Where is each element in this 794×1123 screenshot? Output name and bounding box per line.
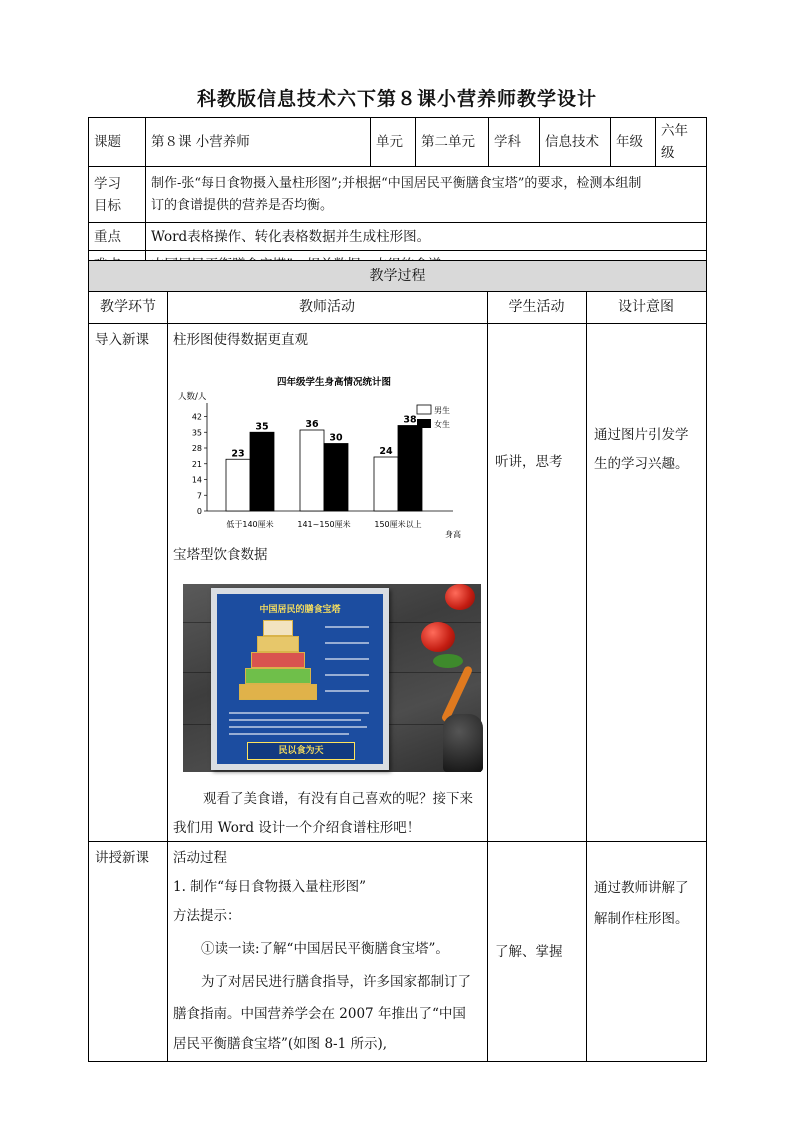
lesson-value: 第８课 小营养师 <box>146 118 371 167</box>
x-category-label: 141~150厘米 <box>297 520 351 529</box>
lesson-line-2: 1. 制作“每日食物摄入量柱形图” <box>173 879 366 895</box>
process-band-header: 教学过程 <box>89 260 706 292</box>
lesson-line-7: 居民平衡膳食宝塔”(如图 8-1 所示), <box>173 1036 388 1052</box>
col-header-intent: 设计意图 <box>618 299 674 315</box>
bar-value-label: 24 <box>379 446 393 457</box>
stage-intro: 导入新课 <box>95 332 149 348</box>
col-divider-1 <box>167 292 168 1061</box>
bar-value-label: 35 <box>255 421 269 433</box>
key-value: Word表格操作、转化表格数据并生成柱形图。 <box>146 223 707 251</box>
goal-line-2: 订的食谱提供的营养是否均衡。 <box>151 197 334 213</box>
poster-footer: 民以食为天 <box>247 742 355 760</box>
key-label: 重点 <box>89 223 146 251</box>
col-header-divider <box>89 323 706 324</box>
legend-label-boys: 男生 <box>434 406 450 415</box>
y-tick-label: 28 <box>191 444 202 453</box>
bottle-image <box>443 714 483 772</box>
bar-value-label: 36 <box>305 419 319 430</box>
bar-boys <box>374 457 398 511</box>
lesson-line-4: ①读一读:了解“中国居民平衡膳食宝塔”。 <box>201 941 449 957</box>
bar-value-label: 23 <box>231 448 245 460</box>
x-category-label: 低于140厘米 <box>226 520 274 529</box>
tomato-image <box>421 622 455 652</box>
intent-1-line-1: 通过图片引发学 <box>594 427 689 443</box>
lesson-line-5: 为了对居民进行膳食指导，许多国家都制订了 <box>201 974 471 990</box>
lesson-line-1: 活动过程 <box>173 850 227 866</box>
col-divider-2 <box>487 292 488 1061</box>
chart-xlabel: 身高 <box>445 530 461 539</box>
pagoda-tier-4 <box>245 668 311 684</box>
legend-label-girls: 女生 <box>434 420 450 429</box>
student-activity-2: 了解、掌握 <box>495 944 563 960</box>
food-pagoda-photo <box>183 584 481 772</box>
pagoda-label: 宝塔型饮食数据 <box>173 547 268 563</box>
unit-label: 单元 <box>371 118 416 167</box>
subject-label: 学科 <box>489 118 540 167</box>
col-header-student: 学生活动 <box>508 299 565 315</box>
goal-value <box>146 167 707 223</box>
bar-girls <box>250 432 274 511</box>
intent-2-line-2: 解制作柱形图。 <box>594 911 689 927</box>
intro-text: 柱形图使得数据更直观 <box>173 332 308 348</box>
legend-swatch-girls <box>417 419 431 428</box>
bar-boys <box>300 430 324 511</box>
lesson-info-table <box>88 117 707 279</box>
goal-label-line-1: 学习 <box>94 175 121 192</box>
intent-1-line-2: 生的学习兴趣。 <box>594 456 689 472</box>
herb-leaf-image <box>433 654 463 668</box>
lesson-line-6: 膳食指南。中国营养学会在 2007 年推出了“中国 <box>173 1006 466 1022</box>
tomato-image <box>445 584 475 610</box>
pagoda-tier-5 <box>239 684 317 700</box>
teaching-process-table <box>88 260 707 1062</box>
bar-girls <box>398 426 422 512</box>
student-activity-1: 听讲，思考 <box>495 454 563 470</box>
document-title: 科教版信息技术六下第８课小营养师教学设计 <box>196 88 597 110</box>
goal-label <box>89 167 146 223</box>
chart-ylabel: 人数/人 <box>178 392 207 402</box>
intro-paragraph-line-2: 我们用 Word 设计一个介绍食谱柱形吧！ <box>173 820 421 836</box>
y-tick-label: 35 <box>191 428 202 438</box>
col-header-teacher: 教师活动 <box>299 299 355 315</box>
legend-swatch-boys <box>417 405 431 414</box>
pagoda-tier-2 <box>257 636 299 652</box>
bar-value-label: 30 <box>329 432 343 444</box>
y-tick-label: 7 <box>196 491 202 501</box>
col-divider-3 <box>586 292 587 1061</box>
pagoda-tier-1 <box>263 620 293 636</box>
chart-legend <box>417 405 450 429</box>
stage-new-lesson: 讲授新课 <box>95 850 149 866</box>
bar-boys <box>226 459 250 511</box>
y-tick-label: 14 <box>191 475 202 485</box>
chart-title: 四年级学生身高情况统计图 <box>277 377 392 388</box>
lesson-label: 课题 <box>89 118 146 167</box>
unit-value: 第二单元 <box>416 118 489 167</box>
grade-value: 六年级 <box>656 118 707 167</box>
height-bar-chart <box>177 365 477 539</box>
pagoda-poster <box>211 588 389 770</box>
bar-value-label: 38 <box>403 414 417 426</box>
bar-girls <box>324 444 348 512</box>
subject-value: 信息技术 <box>540 118 611 167</box>
col-header-stage: 教学环节 <box>100 299 156 315</box>
y-tick-label: 42 <box>191 412 202 422</box>
intro-paragraph-line-1: 观看了美食谱，有没有自己喜欢的呢？接下来 <box>203 791 473 807</box>
pagoda-tier-3 <box>251 652 305 668</box>
poster-title: 中国居民的膳食宝塔 <box>259 605 341 615</box>
y-tick-label: 0 <box>196 507 202 516</box>
goal-label-line-2: 目标 <box>94 197 121 214</box>
grade-label: 年级 <box>611 118 656 167</box>
x-category-label: 150厘米以上 <box>374 520 422 529</box>
y-tick-label: 21 <box>191 459 202 469</box>
intent-2-line-1: 通过教师讲解了 <box>594 880 689 896</box>
lesson-line-3: 方法提示： <box>173 908 241 924</box>
goal-line-1: 制作-张“每日食物摄入量柱形图”;并根据“中国居民平衡膳食宝塔”的要求，检测本组制 <box>151 175 642 191</box>
